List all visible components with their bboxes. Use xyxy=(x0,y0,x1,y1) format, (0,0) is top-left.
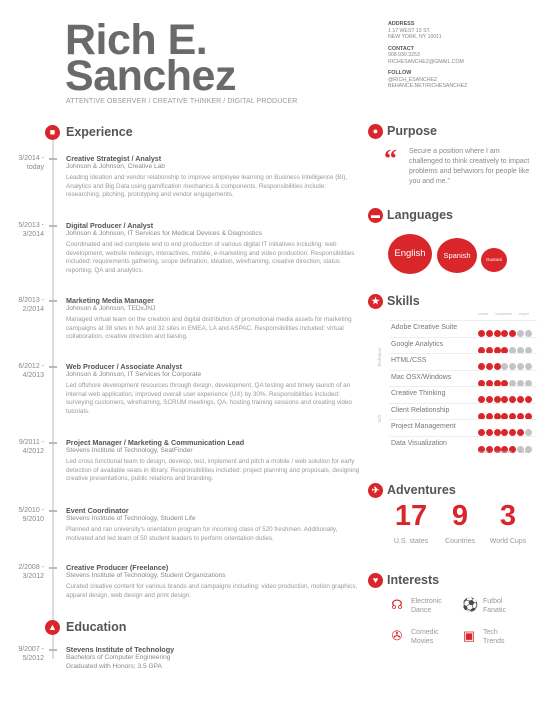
adventure-value-worldcups: 3 xyxy=(499,500,517,532)
skill-rating xyxy=(478,440,533,458)
education-date-end: 5/2012 xyxy=(22,655,44,662)
experience-description: Curated creative content for various brands and campaigns including: video production, motion graphics, apparel design, web design and print design. xyxy=(66,583,358,599)
person-icon: ● xyxy=(368,124,383,139)
experience-title: Web Producer / Associate Analyst xyxy=(66,362,182,371)
graduation-cap-icon: ▲ xyxy=(45,620,60,635)
skill-name: Client Relationship xyxy=(391,406,450,414)
experience-description: Planned and ran university's orientation program for incoming class of 520 freshmen. Additionally, motivated and led team of 50 student leaders to perform orientation duties. xyxy=(66,526,338,542)
interest-line2: Trends xyxy=(483,638,505,645)
timeline-line xyxy=(52,134,54,659)
skill-name: Creative Thinking xyxy=(391,390,446,397)
interest-line2: Dance xyxy=(411,607,432,614)
experience-org: Johnson & Johnson, TEDxJNJ xyxy=(66,305,156,312)
address-label: ADDRESS xyxy=(388,21,415,27)
timeline-tick xyxy=(49,158,57,160)
behance-link[interactable]: BEHANCE.NET/RICHESANCHEZ xyxy=(388,83,468,89)
skill-row xyxy=(389,436,537,449)
experience-org: Stevens Institute of Technology, SeatFinder xyxy=(66,447,193,454)
headphones-icon: ☊ xyxy=(391,597,403,612)
twitter-handle[interactable]: @RICH_ESANCHEZ xyxy=(388,76,438,83)
scale-competent: competent xyxy=(495,450,513,454)
experience-heading: Experience xyxy=(66,125,133,139)
experience-title: Digital Producer / Analyst xyxy=(66,221,154,230)
skills-heading: Skills xyxy=(387,294,420,308)
education-date xyxy=(0,645,44,663)
skill-row xyxy=(389,419,537,432)
technical-group-label: Technical xyxy=(377,348,382,367)
interests-heading: Interests xyxy=(387,573,440,587)
name-first: Rich E. xyxy=(65,16,208,64)
languages-heading: Languages xyxy=(387,208,453,222)
phone[interactable]: 908.930.3253 xyxy=(388,52,420,58)
experience-org: Johnson & Johnson, IT Services for Medical Devices & Diagnostics xyxy=(66,230,262,237)
email[interactable]: RICHESANCHEZ@GMAIL.COM xyxy=(388,58,464,65)
experience-date-start: 6/2012 - xyxy=(18,363,44,370)
scale-expert: expert xyxy=(519,450,530,454)
experience-date-end: 2/2014 xyxy=(22,306,44,313)
experience-date xyxy=(0,221,44,239)
scale-novice: novice xyxy=(478,450,489,454)
experience-org: Stevens Institute of Technology, Student Life xyxy=(66,515,196,522)
tagline: ATTENTIVE OBSERVER / CREATIVE THINKER / DIGITAL PRODUCER xyxy=(66,98,298,105)
experience-date-end: 3/2014 xyxy=(22,231,44,238)
experience-title: Creative Producer (Freelance) xyxy=(66,563,169,572)
experience-date-end: 3/2012 xyxy=(22,573,44,580)
name-last: Sanchez xyxy=(65,52,236,100)
experience-date-end: 9/2010 xyxy=(22,516,44,523)
soft-group-label: Soft xyxy=(377,414,382,423)
experience-date xyxy=(0,506,44,524)
skills-scale-top xyxy=(478,312,529,316)
timeline-tick xyxy=(49,567,57,569)
quote-mark-icon: “ xyxy=(384,144,397,173)
adventure-label-worldcups: World Cups xyxy=(489,538,527,545)
timeline-tick xyxy=(49,649,57,651)
star-icon: ★ xyxy=(368,294,383,309)
experience-description: Led cross functional team to design, develop, test, implement and pitch a mobile / web solution for early detection of available seats in library. Responsibilities included: project planning and proposals, designing creative presentations, public relations and branding. xyxy=(66,458,360,483)
education-date-start: 9/2007 - xyxy=(18,646,44,653)
experience-org: Johnson & Johnson, Creative Lab xyxy=(66,163,165,170)
adventures-heading: Adventures xyxy=(387,483,456,497)
address-line2: NEW YORK, NY 10011 xyxy=(388,34,442,40)
experience-date-start: 9/2011 - xyxy=(18,439,44,446)
language-english: English xyxy=(388,234,432,274)
experience-date xyxy=(0,154,44,172)
experience-date-start: 5/2010 - xyxy=(18,507,44,514)
experience-date xyxy=(0,296,44,314)
experience-title: Project Manager / Marketing & Communication Lead xyxy=(66,438,245,447)
education-heading: Education xyxy=(66,620,127,634)
experience-date-end: today xyxy=(26,164,44,171)
purpose-heading: Purpose xyxy=(387,124,438,138)
experience-date xyxy=(0,563,44,581)
interest-line2: Movies xyxy=(411,638,434,645)
timeline-tick xyxy=(49,225,57,227)
experience-date-end: 4/2012 xyxy=(22,448,44,455)
adventure-label-states: U.S. states xyxy=(393,538,429,545)
experience-org: Johnson & Johnson, IT Services for Corporate xyxy=(66,371,202,378)
film-reel-icon: ✇ xyxy=(391,628,403,643)
education-school: Stevens Institute of Technology xyxy=(66,645,175,654)
soccer-ball-icon: ⚽ xyxy=(462,597,479,612)
timeline-tick xyxy=(49,442,57,444)
screen-icon: ▣ xyxy=(462,628,476,643)
interest-line1: Electronic xyxy=(411,598,442,605)
timeline-tick xyxy=(49,366,57,368)
skill-row xyxy=(389,386,537,399)
interest-line2: Fanatic xyxy=(483,607,506,614)
interest-electronic-dance xyxy=(411,597,442,615)
experience-date-start: 2/2008 - xyxy=(18,564,44,571)
scale-competent: competent xyxy=(495,312,513,316)
experience-description: Coordinated and led complete end to end production of various digital IT initiatives including: web development, website redesign, interactives, mobile, e-marketing and video production. Responsibilities included: requirements gathering, scope defination, ideation, wireframing, creative direction, status reporting, QA and analytics. xyxy=(66,241,355,274)
experience-date xyxy=(0,362,44,380)
experience-description: Leading ideation and vendor relationship to improve employee learning on Business Intelligence (BI), Analytics and Big Data using gamification mechanics & components. Responsibilities include: researching, pitching, prototyping and vendor engagements. xyxy=(66,174,348,199)
experience-date xyxy=(0,438,44,456)
heart-icon: ♥ xyxy=(368,573,383,588)
experience-description: Led offshore development resources through design, development, QA testing and timely launch of an internal web application; improved overall user experience (UX) by 30%. Responsibilities included: surveying customers, wireframing, SCRUM meetings, QA, hosting training sessions and creating video tutorials. xyxy=(66,382,352,415)
experience-date-start: 3/2014 - xyxy=(18,155,44,162)
contact-label: CONTACT xyxy=(388,45,414,52)
briefcase-icon: ■ xyxy=(45,125,60,140)
adventure-value-states: 17 xyxy=(394,500,428,532)
skill-name: Data Visualization xyxy=(391,439,447,447)
plane-icon: ✈ xyxy=(368,483,383,498)
experience-title: Event Coordinator xyxy=(66,506,129,515)
experience-date-start: 8/2013 - xyxy=(18,297,44,304)
experience-title: Marketing Media Manager xyxy=(66,296,154,305)
skill-name: Mac OSX/Windows xyxy=(391,373,452,381)
adventure-value-countries: 9 xyxy=(451,500,469,532)
interest-line1: Futbol xyxy=(483,598,503,605)
interest-comedic-movies xyxy=(411,628,439,646)
education-degree: Bachelors of Computer Engineering xyxy=(66,654,171,661)
follow-label: FOLLOW xyxy=(388,70,412,76)
experience-date-end: 4/2013 xyxy=(22,372,44,379)
experience-description: Managed virtual team on the creation and digital distribution of promotional media assets for marketing campaigns at 38 sites in NA and 32 sites in EMEA, LA and ASPAC. Responsibilities included: virtual collaboration, creative direction and liaising. xyxy=(66,316,352,341)
timeline-tick xyxy=(49,510,57,512)
experience-title: Creative Strategist / Analyst xyxy=(66,154,162,163)
skill-row xyxy=(389,353,537,366)
skill-row xyxy=(389,370,537,383)
scale-novice: novice xyxy=(478,312,489,316)
education-honors: Graduated with Honors; 3.5 GPA xyxy=(66,663,162,670)
purpose-text: Secure a position where I am challenged to think creatively to impact problems and behaviors for people like you and me.” xyxy=(409,148,530,185)
experience-date-start: 5/2013 - xyxy=(18,222,44,229)
skill-name: HTML/CSS xyxy=(391,357,427,364)
timeline-tick xyxy=(49,300,57,302)
skill-row xyxy=(389,403,537,416)
language-guarani: Guarani xyxy=(481,248,507,272)
skill-name: Project Management xyxy=(391,423,456,430)
interest-line1: Comedic xyxy=(411,629,439,636)
interest-line1: Tech xyxy=(483,629,498,636)
language-spanish: Spanish xyxy=(437,238,477,273)
skill-row xyxy=(389,337,537,350)
address-line1: 1 17 WEST 13 ST. xyxy=(388,27,431,34)
skill-name: Google Analytics xyxy=(391,340,444,348)
contact-block xyxy=(388,21,467,90)
interest-tech-trends xyxy=(483,628,505,646)
speech-bubble-icon: ▬ xyxy=(368,208,383,223)
skill-name: Adobe Creative Suite xyxy=(391,324,458,331)
scale-expert: expert xyxy=(519,312,530,316)
adventure-label-countries: Countries xyxy=(445,538,475,545)
skill-row xyxy=(389,320,537,333)
interest-futbol xyxy=(483,597,506,615)
skills-scale-bottom xyxy=(478,450,529,454)
experience-org: Stevens Institute of Technology, Student Organizations xyxy=(66,572,226,579)
